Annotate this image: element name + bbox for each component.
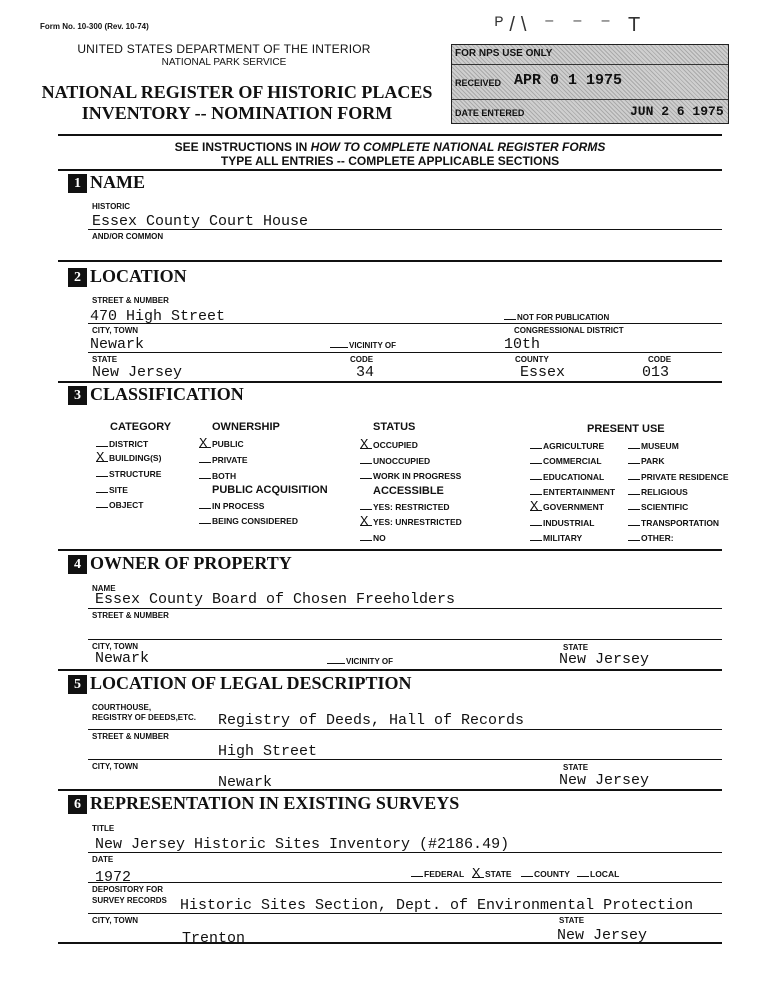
nps-label: FOR NPS USE ONLY xyxy=(455,48,553,59)
survey-date-value: 1972 xyxy=(95,869,132,886)
legal-city-value: Newark xyxy=(218,774,273,791)
use-park: PARK xyxy=(628,456,664,466)
accessible-restricted: YES: RESTRICTED xyxy=(360,502,450,512)
legal-street-label: STREET & NUMBER xyxy=(92,732,169,741)
category-object: OBJECT xyxy=(96,500,143,510)
use-private-residence: PRIVATE RESIDENCE xyxy=(628,472,729,482)
date-entered-label: DATE ENTERED xyxy=(455,108,525,118)
state-value: New Jersey xyxy=(92,364,183,381)
section-number-6: 6 xyxy=(68,795,87,814)
section-number-2: 2 xyxy=(68,268,87,287)
owner-state-label: STATE xyxy=(563,643,589,652)
use-entertainment: ENTERTAINMENT xyxy=(530,487,615,497)
registry-value: Registry of Deeds, Hall of Records xyxy=(218,712,525,729)
legal-state-value: New Jersey xyxy=(559,772,650,789)
section-title-surveys: REPRESENTATION IN EXISTING SURVEYS xyxy=(90,793,460,813)
stamp-fragment: ᴾ/\ ⁻ ⁻ ⁻ T xyxy=(495,14,647,36)
common-label: AND/OR COMMON xyxy=(92,232,164,241)
section-number-4: 4 xyxy=(68,555,87,574)
ownership-both: BOTH xyxy=(199,471,236,481)
use-industrial: INDUSTRIAL xyxy=(530,518,594,528)
section-title-classification: CLASSIFICATION xyxy=(90,384,244,404)
category-district: DISTRICT xyxy=(96,439,148,449)
ownership-heading: OWNERSHIP xyxy=(212,421,280,433)
ownership-public: X PUBLIC xyxy=(199,436,244,452)
not-for-publication: NOT FOR PUBLICATION xyxy=(504,313,609,322)
section-title-location: LOCATION xyxy=(90,266,187,286)
county-code-label: CODE xyxy=(648,355,672,364)
public-acquisition-heading: PUBLIC ACQUISITION xyxy=(212,484,328,496)
status-heading: STATUS xyxy=(373,421,416,433)
county-code-value: 013 xyxy=(642,364,670,381)
survey-level-federal: FEDERAL xyxy=(411,869,464,879)
use-government: X GOVERNMENT xyxy=(530,499,604,515)
instructions-line2: TYPE ALL ENTRIES -- COMPLETE APPLICABLE SECTIONS xyxy=(220,154,560,168)
state-code-value: 34 xyxy=(356,364,375,381)
owner-state-value: New Jersey xyxy=(559,651,650,668)
ownership-private: PRIVATE xyxy=(199,455,248,465)
legal-city-label: CITY, TOWN xyxy=(92,762,139,771)
registry-label: REGISTRY OF DEEDS,ETC. xyxy=(92,713,197,722)
depository-label-2: SURVEY RECORDS xyxy=(92,896,167,905)
owner-name-label: NAME xyxy=(92,584,116,593)
category-buildings: X BUILDING(S) xyxy=(96,450,162,466)
form-title-line2: INVENTORY -- NOMINATION FORM xyxy=(81,103,393,123)
survey-title-value: New Jersey Historic Sites Inventory (#2186.49) xyxy=(95,836,510,853)
section-number-5: 5 xyxy=(68,675,87,694)
legal-street-value: High Street xyxy=(218,743,318,760)
city-label: CITY, TOWN xyxy=(92,326,139,335)
status-occupied: X OCCUPIED xyxy=(360,437,418,453)
section-number-1: 1 xyxy=(68,174,87,193)
received-label: RECEIVED xyxy=(455,78,502,88)
use-religious: RELIGIOUS xyxy=(628,487,688,497)
accessible-heading: ACCESSIBLE xyxy=(373,485,444,497)
depository-value: Historic Sites Section, Dept. of Environmental Protection xyxy=(180,897,694,914)
historic-name: Essex County Court House xyxy=(92,213,309,230)
survey-date-label: DATE xyxy=(92,855,114,864)
category-structure: STRUCTURE xyxy=(96,469,161,479)
acquisition-being-considered: BEING CONSIDERED xyxy=(199,516,298,526)
received-stamp: APR 0 1 1975 xyxy=(514,72,623,89)
section-title-owner: OWNER OF PROPERTY xyxy=(90,553,292,573)
acquisition-in-process: IN PROCESS xyxy=(199,501,264,511)
use-other: OTHER: xyxy=(628,533,674,543)
date-entered-stamp: JUN 2 6 1975 xyxy=(630,104,724,119)
congressional-value: 10th xyxy=(504,336,541,353)
use-scientific: SCIENTIFIC xyxy=(628,502,688,512)
section-number-3: 3 xyxy=(68,386,87,405)
owner-city-label: CITY, TOWN xyxy=(92,642,139,651)
use-military: MILITARY xyxy=(530,533,582,543)
accessible-no: NO xyxy=(360,533,386,543)
form-number: Form No. 10-300 (Rev. 10-74) xyxy=(40,22,149,31)
category-site: SITE xyxy=(96,485,128,495)
street-label: STREET & NUMBER xyxy=(92,296,169,305)
owner-name-value: Essex County Board of Chosen Freeholders xyxy=(95,591,456,608)
service-name: NATIONAL PARK SERVICE xyxy=(161,57,287,68)
county-label: COUNTY xyxy=(515,355,549,364)
depository-label-1: DEPOSITORY FOR xyxy=(92,885,163,894)
survey-city-label: CITY, TOWN xyxy=(92,916,139,925)
survey-title-label: TITLE xyxy=(92,824,115,833)
owner-city-value: Newark xyxy=(95,650,150,667)
city-value: Newark xyxy=(90,336,145,353)
accessible-unrestricted: X YES: UNRESTRICTED xyxy=(360,514,462,530)
category-heading: CATEGORY xyxy=(110,421,172,433)
survey-city-value: Trenton xyxy=(182,930,246,947)
county-value: Essex xyxy=(520,364,566,381)
use-transportation: TRANSPORTATION xyxy=(628,518,719,528)
form-title-line1: NATIONAL REGISTER OF HISTORIC PLACES xyxy=(41,82,433,102)
section-title-name: NAME xyxy=(90,172,145,192)
courthouse-label: COURTHOUSE, xyxy=(92,703,152,712)
owner-vicinity-of: VICINITY OF xyxy=(327,657,393,666)
present-use-heading: PRESENT USE xyxy=(587,423,665,435)
status-work-in-progress: WORK IN PROGRESS xyxy=(360,471,461,481)
state-label: STATE xyxy=(92,355,118,364)
vicinity-of: VICINITY OF xyxy=(330,341,396,350)
historic-label: HISTORIC xyxy=(92,202,131,211)
use-agriculture: AGRICULTURE xyxy=(530,441,604,451)
use-educational: EDUCATIONAL xyxy=(530,472,604,482)
survey-state-label: STATE xyxy=(559,916,585,925)
survey-level-local: LOCAL xyxy=(577,869,619,879)
use-museum: MUSEUM xyxy=(628,441,679,451)
use-commercial: COMMERCIAL xyxy=(530,456,602,466)
section-title-legal-description: LOCATION OF LEGAL DESCRIPTION xyxy=(90,673,412,693)
street-value: 470 High Street xyxy=(90,308,226,325)
department-name: UNITED STATES DEPARTMENT OF THE INTERIOR xyxy=(77,42,371,56)
survey-level-state: X STATE xyxy=(472,866,512,882)
status-unoccupied: UNOCCUPIED xyxy=(360,456,430,466)
survey-state-value: New Jersey xyxy=(557,927,648,944)
congressional-label: CONGRESSIONAL DISTRICT xyxy=(514,326,624,335)
owner-street-label: STREET & NUMBER xyxy=(92,611,169,620)
code-label: CODE xyxy=(350,355,374,364)
nps-use-box xyxy=(451,44,729,124)
instructions-line1: SEE INSTRUCTIONS IN HOW TO COMPLETE NATIONAL REGISTER FORMS xyxy=(174,140,606,154)
legal-state-label: STATE xyxy=(563,763,589,772)
survey-level-county: COUNTY xyxy=(521,869,570,879)
